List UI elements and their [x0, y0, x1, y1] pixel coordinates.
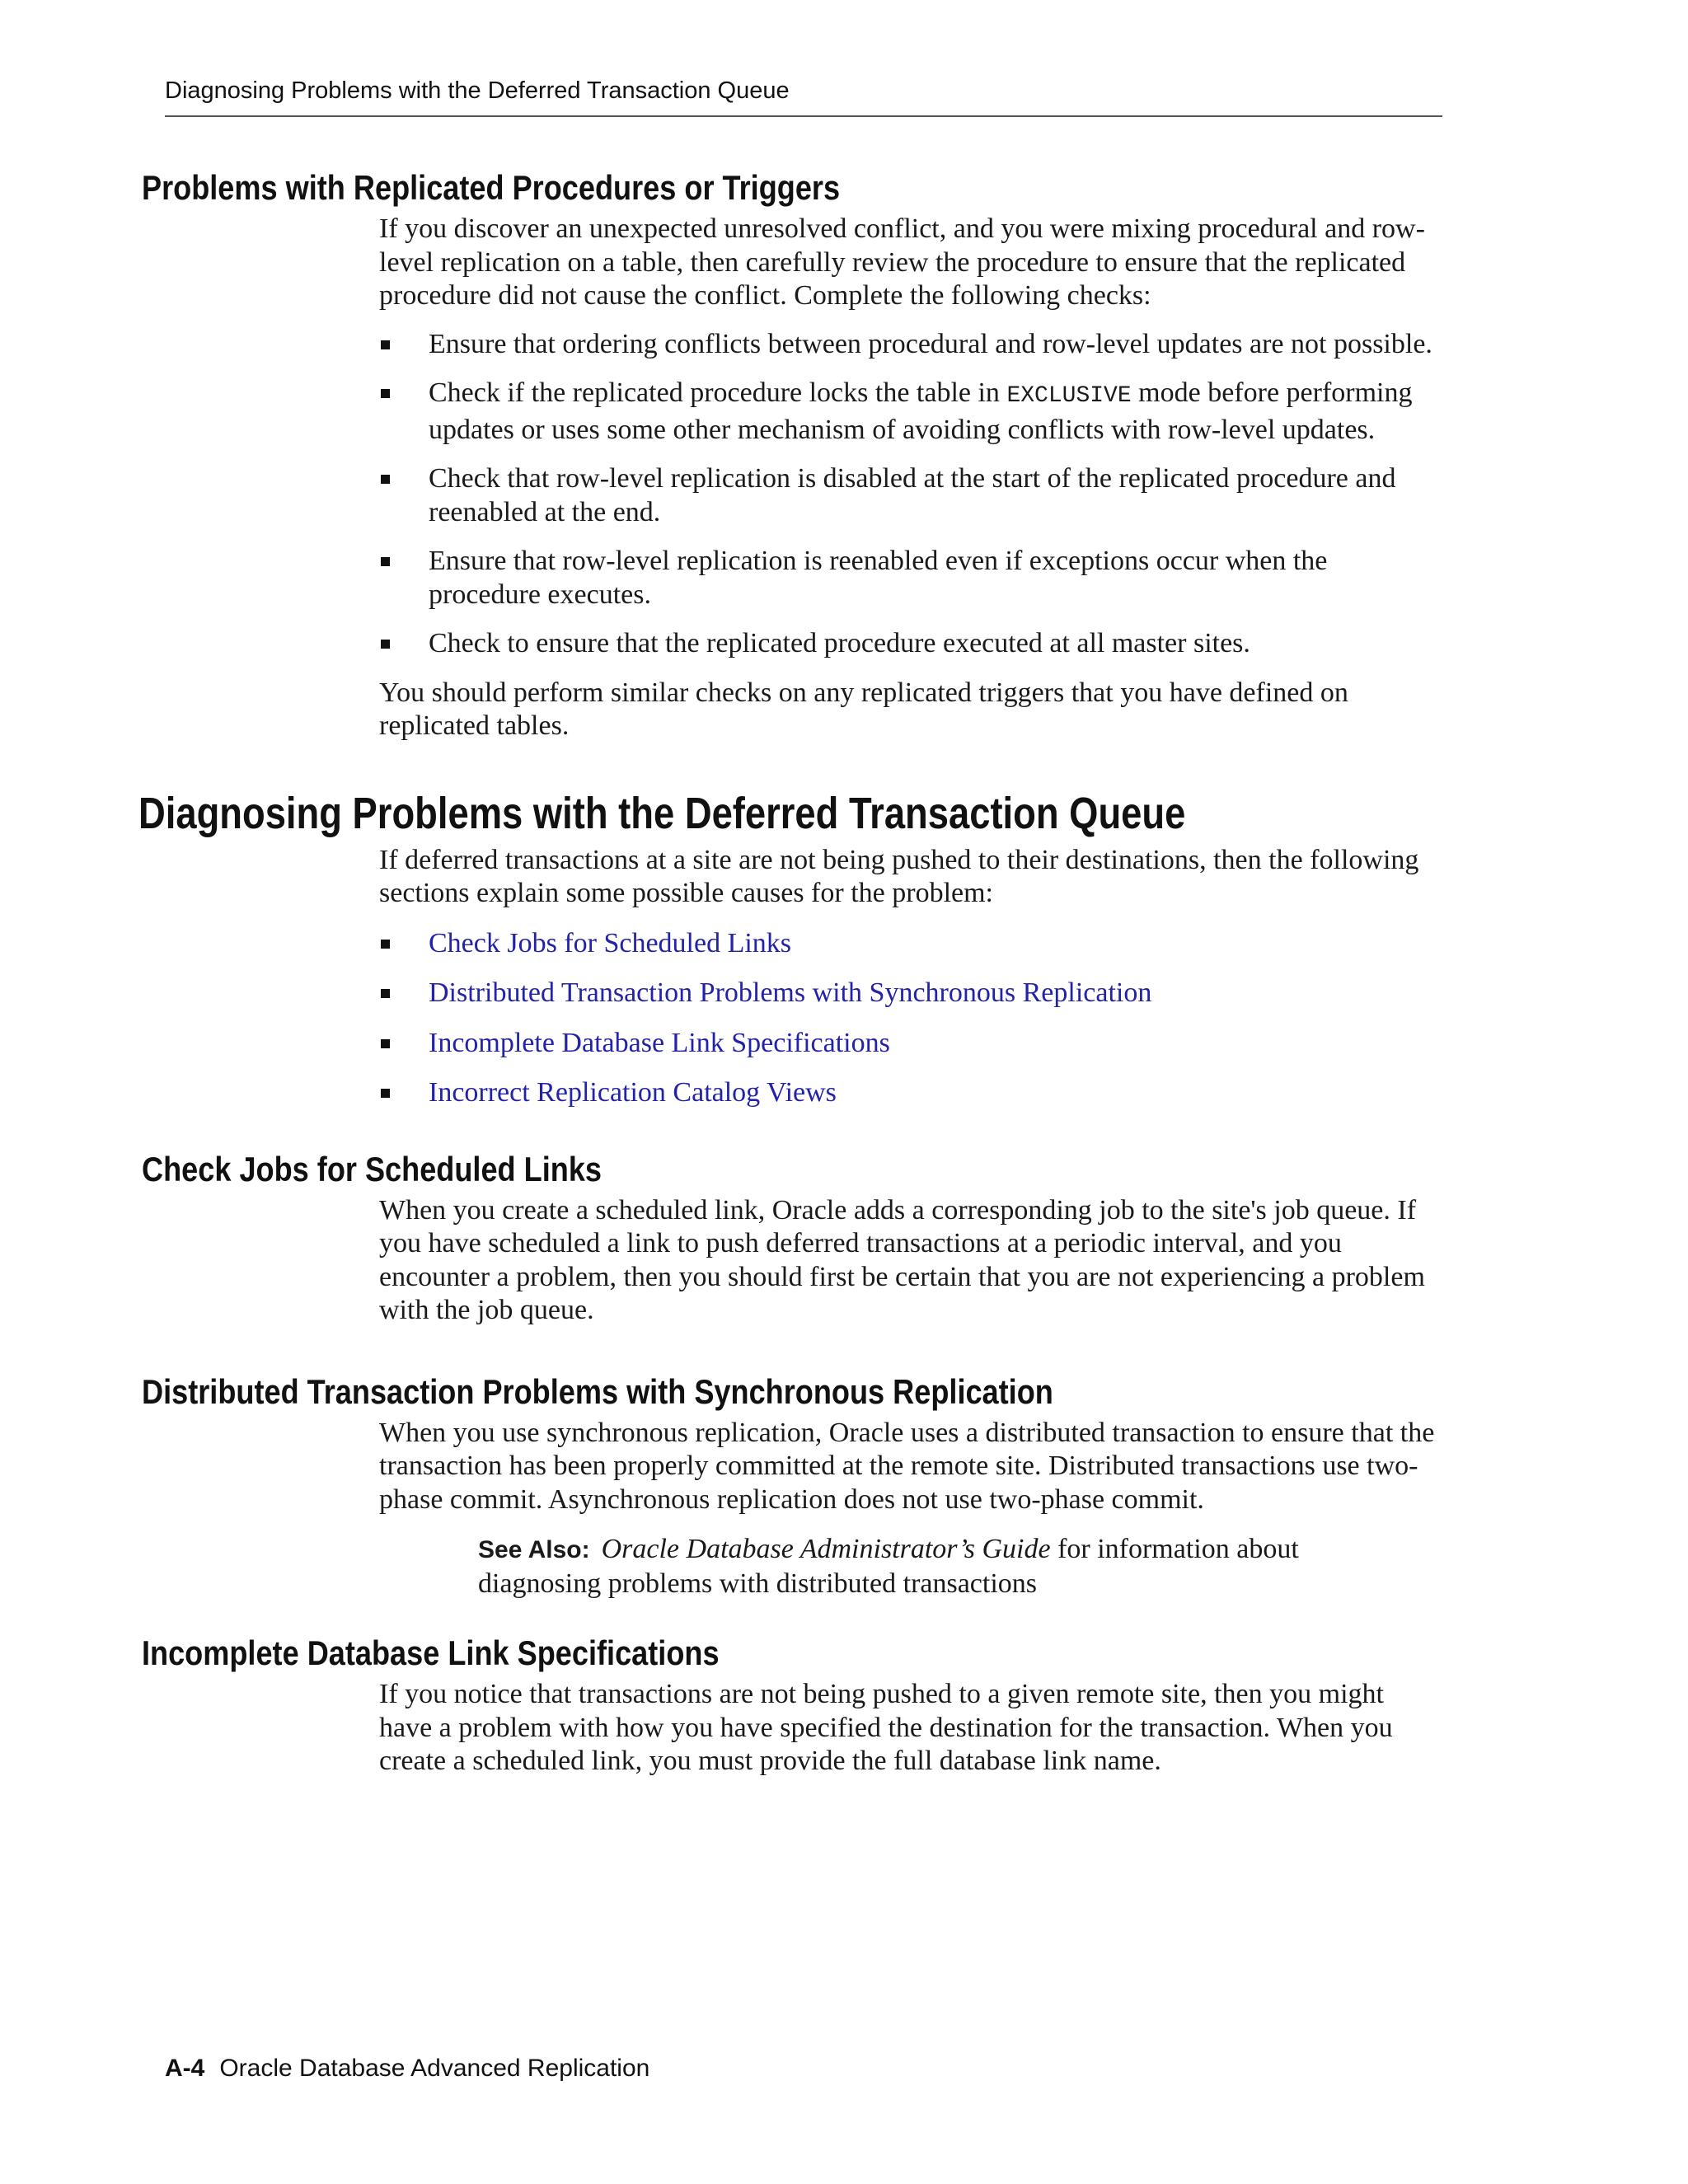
see-also-text: for information about diagnosing problems with distributed transactions: [478, 1534, 1299, 1599]
bullet-square-icon: [381, 1089, 390, 1098]
paragraph-outro: You should perform similar checks on any replicated triggers that you have defined on replicated tables.: [379, 677, 1348, 741]
heading-incomplete-links: Incomplete Database Link Specifications: [142, 1633, 720, 1672]
list-item: [379, 1027, 1442, 1061]
bullet-square-icon: [381, 340, 390, 349]
page-content: [0, 165, 1688, 1779]
list-item: [379, 977, 1442, 1010]
see-also-label: See Also:: [478, 1536, 590, 1563]
bullet-square-icon: [381, 940, 390, 949]
heading-replicated-procedures: Problems with Replicated Procedures or Triggers: [142, 168, 841, 207]
see-also-note: [478, 1533, 1385, 1601]
section-incomplete-links: [379, 1678, 1442, 1779]
section-replicated-procedures: [379, 213, 1442, 743]
section-check-jobs: [379, 1194, 1442, 1328]
list-item: Ensure that ordering conflicts between procedural and row-level updates are not possible.: [379, 328, 1442, 362]
heading-deferred-queue: Diagnosing Problems with the Deferred Transaction Queue: [138, 788, 1186, 838]
heading-distributed-transaction: Distributed Transaction Problems with Synchronous Replication: [142, 1371, 1053, 1411]
bullet-square-icon: [381, 1039, 390, 1048]
list-item: Check if the replicated procedure locks the table in EXCLUSIVE mode before performing updates or uses some other mechanism of avoiding conflicts with row-level updates.: [379, 377, 1442, 447]
paragraph-body: When you use synchronous replication, Oracle uses a distributed transaction to ensure that the transaction has been properly committed at the remote site. Distributed transactions use two-phase commit. Asynchronous replication does not use two-phase commit.: [379, 1417, 1435, 1515]
book-title: Oracle Database Advanced Replication: [219, 2055, 650, 2082]
see-also-book-title: Oracle Database Administrator’s Guide: [601, 1534, 1051, 1564]
bullet-square-icon: [381, 640, 390, 649]
list-item: [379, 1076, 1442, 1110]
section-distributed-transaction: [379, 1417, 1442, 1517]
section-links-list: [379, 927, 1442, 1110]
page-footer: [165, 2055, 649, 2083]
heading-check-jobs: Check Jobs for Scheduled Links: [142, 1149, 602, 1188]
section-deferred-queue: [379, 844, 1442, 1110]
page-number: A-4: [165, 2055, 205, 2082]
running-header: Diagnosing Problems with the Deferred Transaction Queue: [165, 77, 790, 104]
list-item: [379, 927, 1442, 961]
paragraph-body: If you notice that transactions are not being pushed to a given remote site, then you might have a problem with how you have specified the destination for the transaction. When you create a scheduled link, you must provide the full database link name.: [379, 1679, 1393, 1776]
header-rule: [165, 115, 1442, 117]
link-distributed-transaction[interactable]: Distributed Transaction Problems with Synchronous Replication: [429, 977, 1152, 1008]
paragraph-body: When you create a scheduled link, Oracle adds a corresponding job to the site's job queue. If you have scheduled a link to push deferred transactions at a periodic interval, and you encounter a problem, then you should first be certain that you are not experiencing a problem with the job queue.: [379, 1194, 1425, 1325]
list-item: Check that row-level replication is disabled at the start of the replicated procedure and reenabled at the end.: [379, 462, 1442, 529]
link-incorrect-catalog-views[interactable]: Incorrect Replication Catalog Views: [429, 1077, 837, 1108]
bullet-square-icon: [381, 389, 390, 398]
bullet-square-icon: [381, 989, 390, 998]
bullet-square-icon: [381, 557, 390, 566]
checks-list: [379, 328, 1442, 661]
link-incomplete-database-link[interactable]: Incomplete Database Link Specifications: [429, 1027, 890, 1058]
list-item: Ensure that row-level replication is reenabled even if exceptions occur when the procedure executes.: [379, 545, 1442, 612]
paragraph-intro: If deferred transactions at a site are not being pushed to their destinations, then the following sections explain some possible causes for the problem:: [379, 844, 1419, 908]
code-exclusive: EXCLUSIVE: [1006, 383, 1132, 409]
paragraph-intro: If you discover an unexpected unresolved conflict, and you were mixing procedural and row-level replication on a table, then carefully review the procedure to ensure that the replicated procedure did not cause the conflict. Complete the following checks:: [379, 213, 1425, 311]
link-check-jobs[interactable]: Check Jobs for Scheduled Links: [429, 927, 792, 958]
list-item: Check to ensure that the replicated procedure executed at all master sites.: [379, 627, 1442, 661]
bullet-square-icon: [381, 475, 390, 484]
